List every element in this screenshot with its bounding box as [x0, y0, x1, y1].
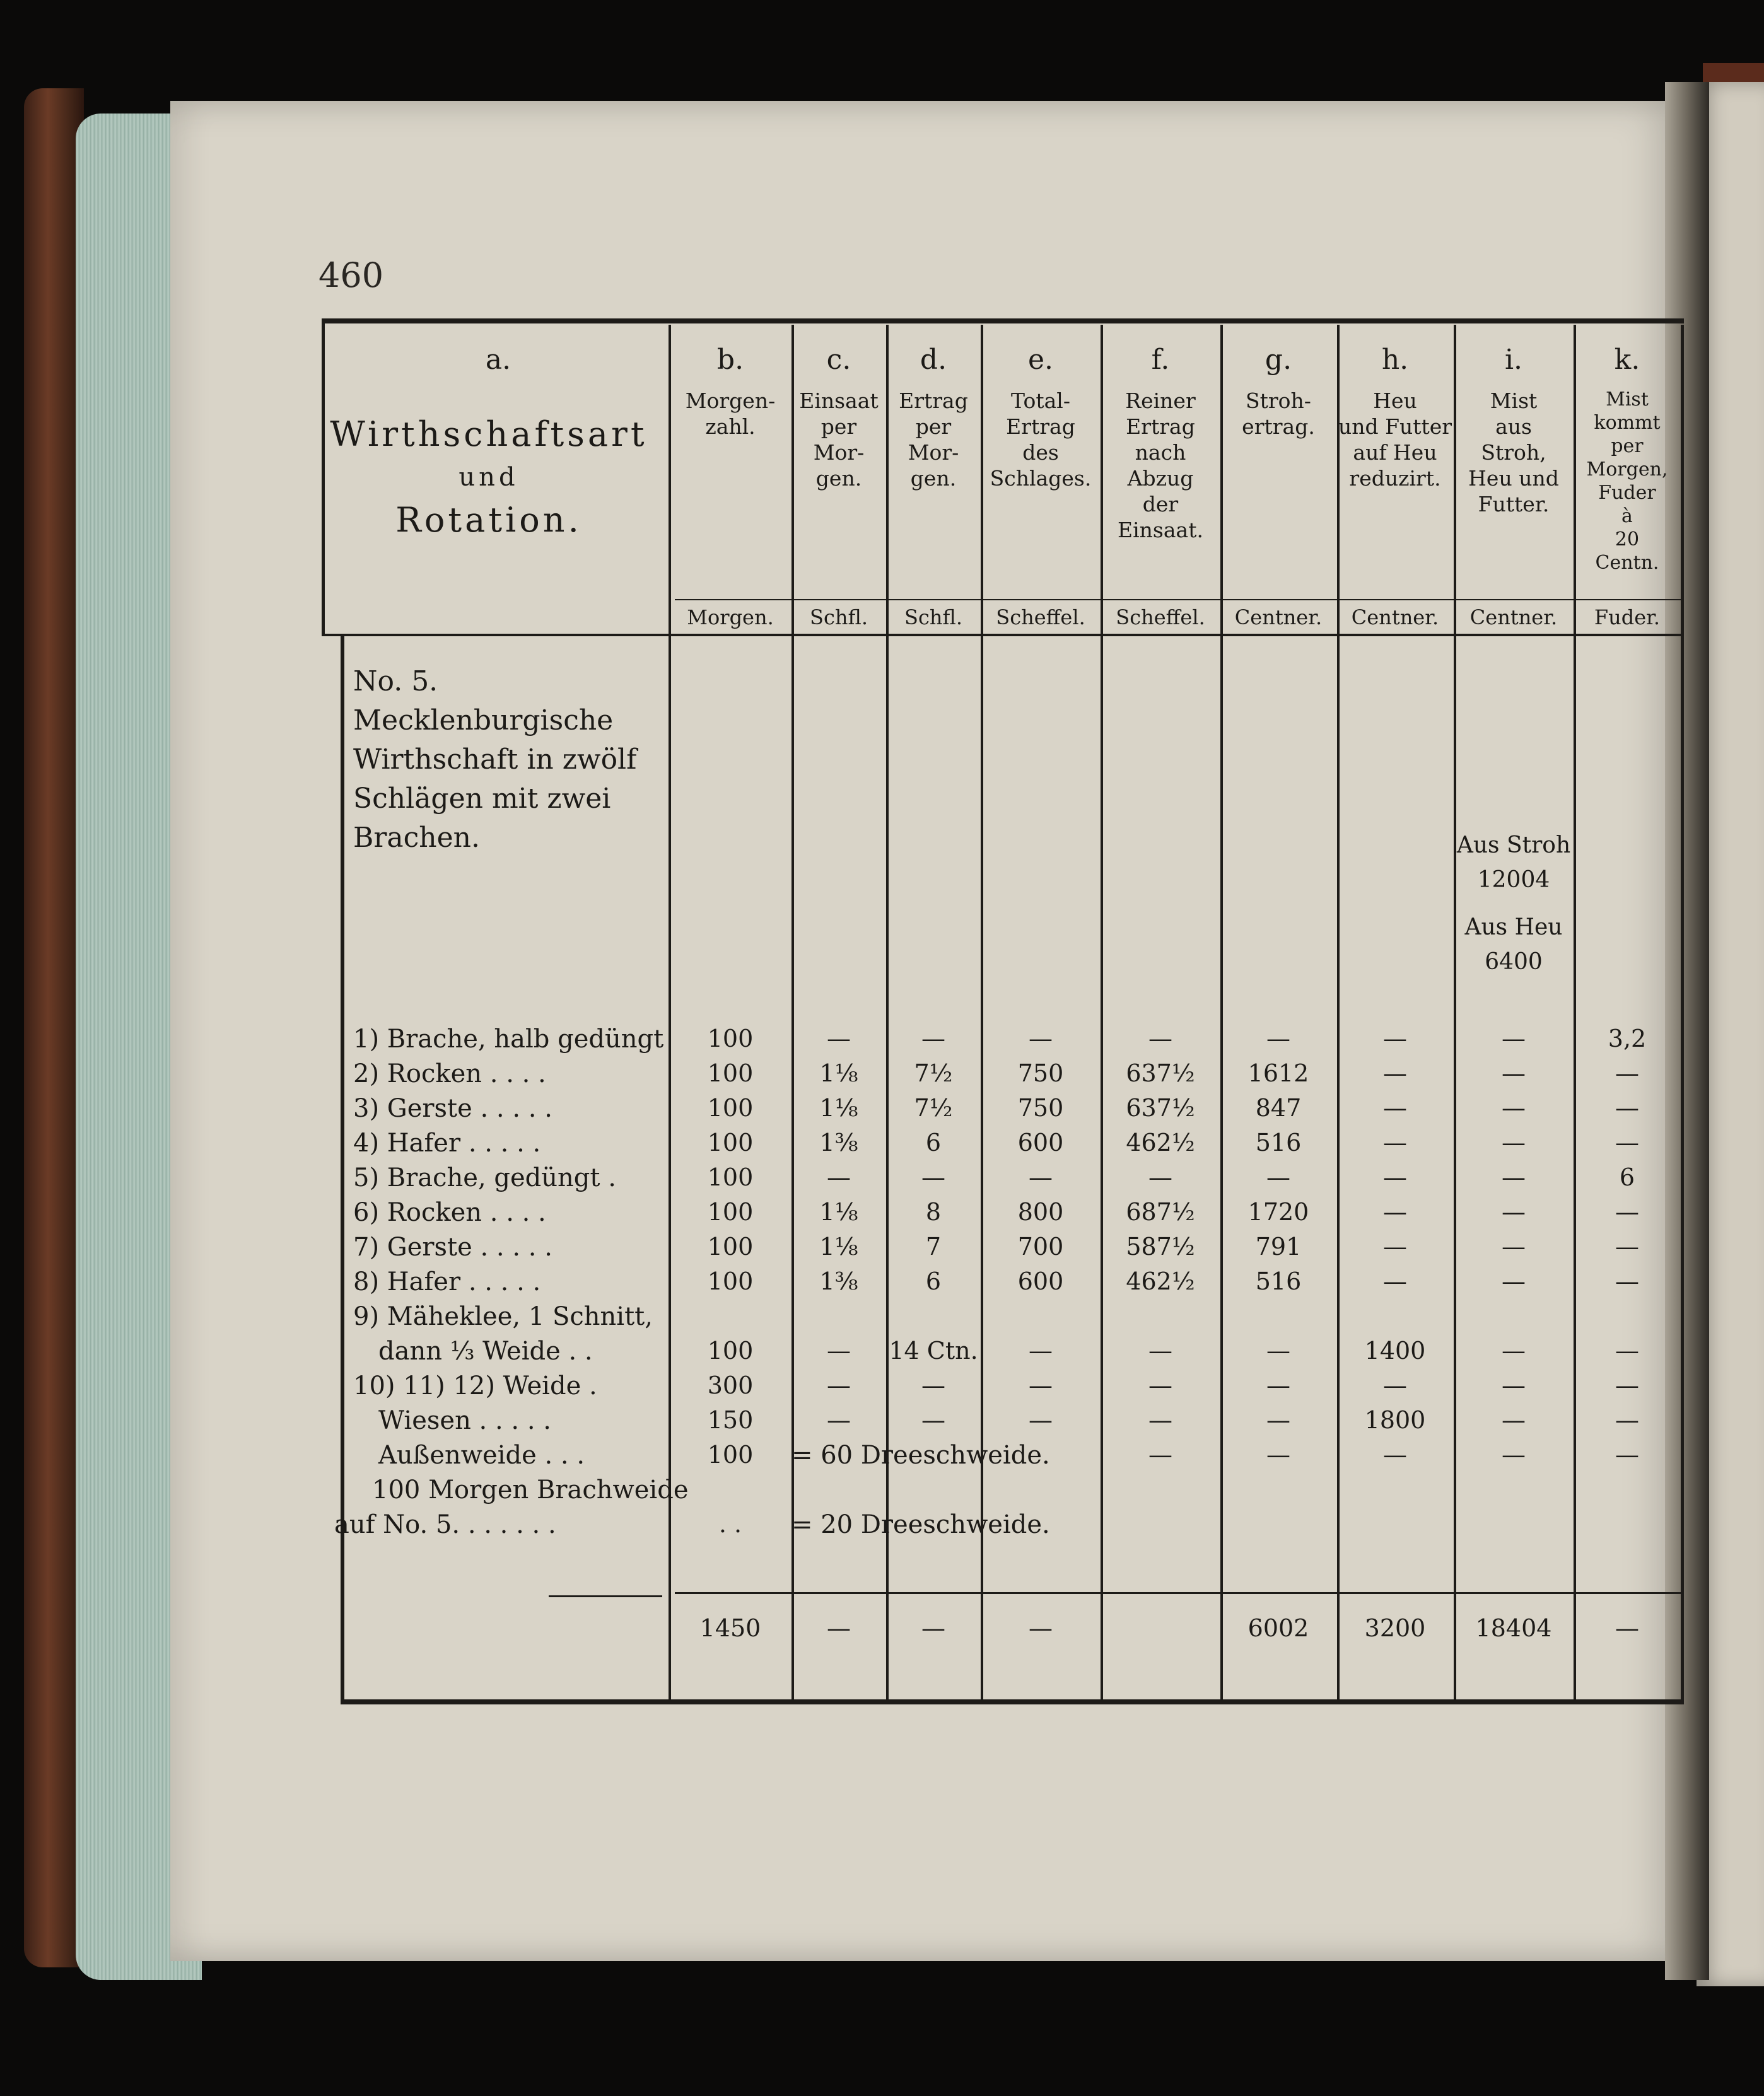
row-label: 9) Mäheklee, 1 Schnitt,: [353, 1302, 653, 1331]
cell-h: —: [1383, 1198, 1407, 1226]
cell-i: —: [1502, 1337, 1526, 1365]
table-row: [322, 1129, 1684, 1163]
cell-d: 6: [925, 1267, 942, 1295]
table-row: [322, 1371, 1684, 1406]
unit-k: Fuder.: [1594, 605, 1661, 629]
table-top-border: [322, 318, 1684, 323]
row-label: dann ⅓ Weide . .: [378, 1337, 593, 1366]
total-b: 1450: [699, 1614, 761, 1642]
column-head-e: Total- Ertrag des Schlages.: [990, 388, 1092, 491]
column-letter-i: i.: [1504, 344, 1523, 376]
cell-g: —: [1266, 1025, 1290, 1052]
cell-g: 516: [1255, 1267, 1302, 1295]
cell-d: —: [921, 1406, 945, 1434]
cell-c: 1⅛: [819, 1198, 858, 1226]
sum-rule: [549, 1595, 662, 1597]
cell-e: 600: [1017, 1267, 1064, 1295]
cell-e: 800: [1017, 1198, 1064, 1226]
cell-h: —: [1383, 1094, 1407, 1122]
cell-f: —: [1148, 1337, 1172, 1365]
cell-g: 1720: [1247, 1198, 1309, 1226]
column-letter-b: b.: [716, 344, 744, 376]
column-letter-h: h.: [1381, 344, 1409, 376]
cell-h: —: [1383, 1129, 1407, 1156]
unit-h: Centner.: [1351, 605, 1439, 629]
cell-i: —: [1502, 1025, 1526, 1052]
cell-b: 100: [707, 1233, 754, 1261]
cell-k: —: [1615, 1198, 1639, 1226]
column-head-b: Morgen- zahl.: [685, 388, 776, 439]
cell-g: 1612: [1247, 1059, 1309, 1087]
cell-g: —: [1266, 1441, 1290, 1469]
book-cover-left: [24, 88, 84, 1967]
total-i: 18404: [1475, 1614, 1552, 1642]
row-span-note: = 60 Dreeschweide.: [791, 1441, 1050, 1470]
cell-i: —: [1502, 1233, 1526, 1261]
cell-k: —: [1615, 1406, 1639, 1434]
note-aus-stroh-value: 12004: [1477, 867, 1550, 893]
cell-c: —: [827, 1371, 851, 1399]
cell-e: —: [1029, 1406, 1053, 1434]
cell-k: —: [1615, 1441, 1639, 1469]
cell-d: —: [921, 1371, 945, 1399]
unit-rule: [675, 599, 1681, 600]
cell-f: 687½: [1126, 1198, 1195, 1226]
row-label: 100 Morgen Brachweide: [372, 1476, 689, 1505]
cell-f: 637½: [1126, 1094, 1195, 1122]
column-head-d: Ertrag per Mor- gen.: [899, 388, 968, 491]
row-label: 6) Rocken . . . .: [353, 1198, 546, 1227]
cell-c: 1⅜: [819, 1267, 858, 1295]
row-label: 1) Brache, halb gedüngt: [353, 1025, 664, 1054]
unit-e: Scheffel.: [996, 605, 1085, 629]
column-letter-a: a.: [485, 344, 511, 376]
row-span-note: = 20 Dreeschweide.: [791, 1510, 1050, 1539]
cell-k: —: [1615, 1233, 1639, 1261]
cell-k: —: [1615, 1337, 1639, 1365]
column-head-h: Heu und Futter auf Heu reduzirt.: [1338, 388, 1452, 491]
cell-h: 1400: [1364, 1337, 1426, 1365]
row-label: Außenweide . . .: [378, 1441, 585, 1470]
row-label: 4) Hafer . . . . .: [353, 1129, 541, 1158]
column-letter-c: c.: [826, 344, 851, 376]
cell-i: —: [1502, 1198, 1526, 1226]
cell-i: —: [1502, 1129, 1526, 1156]
unit-b: Morgen.: [687, 605, 774, 629]
cell-b: 150: [707, 1406, 754, 1434]
column-letter-g: g.: [1265, 344, 1292, 376]
note-aus-heu-value: 6400: [1485, 949, 1543, 975]
column-head-i: Mist aus Stroh, Heu und Futter.: [1468, 388, 1559, 516]
cell-b: 300: [707, 1371, 754, 1399]
rotation-description: No. 5. Mecklenburgische Wirthschaft in zwölf Schlägen mit zwei Brachen.: [353, 665, 637, 854]
cell-f: —: [1148, 1441, 1172, 1469]
cell-b: 100: [707, 1129, 754, 1156]
table-row: [322, 1233, 1684, 1267]
cell-i: —: [1502, 1406, 1526, 1434]
table-row: [322, 1267, 1684, 1302]
cell-h: —: [1383, 1163, 1407, 1191]
column-head-g: Stroh- ertrag.: [1242, 388, 1315, 439]
table-bottom-border: [341, 1699, 1684, 1704]
cell-k: 6: [1619, 1163, 1635, 1191]
cell-k: —: [1615, 1371, 1639, 1399]
table-row: [322, 1406, 1684, 1441]
cell-b: 100: [707, 1441, 754, 1469]
cell-h: —: [1383, 1233, 1407, 1261]
table-row: [322, 1163, 1684, 1198]
cell-f: 462½: [1126, 1267, 1195, 1295]
row-label: 2) Rocken . . . .: [353, 1059, 546, 1088]
title-line-2: und: [459, 463, 519, 492]
cell-d: 6: [925, 1129, 942, 1156]
cell-b: 100: [707, 1059, 754, 1087]
table-row: [322, 1337, 1684, 1371]
cell-i: —: [1502, 1441, 1526, 1469]
row-label: 8) Hafer . . . . .: [353, 1267, 541, 1296]
cell-e: 700: [1017, 1233, 1064, 1261]
table-row: [322, 1441, 1684, 1476]
table-row: [322, 1510, 1684, 1545]
table-row: [322, 1025, 1684, 1059]
cell-e: —: [1029, 1163, 1053, 1191]
cell-k: —: [1615, 1129, 1639, 1156]
cell-d: —: [921, 1163, 945, 1191]
title-line-1: Wirthschaftsart: [330, 414, 648, 454]
cell-d: 7½: [914, 1094, 953, 1122]
table-row: [322, 1476, 1684, 1510]
title-line-3: Rotation.: [395, 500, 582, 540]
cell-e: —: [1029, 1025, 1053, 1052]
cell-g: —: [1266, 1337, 1290, 1365]
cell-f: —: [1148, 1025, 1172, 1052]
cell-g: 516: [1255, 1129, 1302, 1156]
cell-h: —: [1383, 1025, 1407, 1052]
row-label: 5) Brache, gedüngt .: [353, 1163, 616, 1192]
column-letter-d: d.: [920, 344, 947, 376]
row-label: 3) Gerste . . . . .: [353, 1094, 552, 1123]
cell-b: 100: [707, 1163, 754, 1191]
cell-h: —: [1383, 1059, 1407, 1087]
cell-b: 100: [707, 1094, 754, 1122]
cell-k: —: [1615, 1094, 1639, 1122]
row-label: 10) 11) 12) Weide .: [353, 1371, 597, 1400]
table-row: [322, 1094, 1684, 1129]
unit-d: Schfl.: [904, 605, 962, 629]
table-row: [322, 1302, 1684, 1337]
cell-i: —: [1502, 1267, 1526, 1295]
column-letter-k: k.: [1614, 344, 1640, 376]
cell-b: 100: [707, 1337, 754, 1365]
sum-rule: [675, 1592, 1681, 1594]
table-row: [322, 1059, 1684, 1094]
cell-b: 100: [707, 1025, 754, 1052]
page-number: 460: [318, 255, 384, 295]
note-aus-heu-label: Aus Heu: [1464, 914, 1563, 940]
column-letter-f: f.: [1151, 344, 1170, 376]
cell-c: 1⅜: [819, 1129, 858, 1156]
cell-i: —: [1502, 1163, 1526, 1191]
column-head-c: Einsaat per Mor- gen.: [799, 388, 879, 491]
note-aus-stroh-label: Aus Stroh: [1456, 832, 1571, 858]
cell-d: 7: [925, 1233, 942, 1261]
row-label: Wiesen . . . . .: [378, 1406, 551, 1435]
cell-c: —: [827, 1025, 851, 1052]
cell-f: 462½: [1126, 1129, 1195, 1156]
cell-c: —: [827, 1163, 851, 1191]
cell-f: —: [1148, 1163, 1172, 1191]
cell-g: 847: [1255, 1094, 1302, 1122]
cell-h: —: [1383, 1371, 1407, 1399]
cell-b: 100: [707, 1267, 754, 1295]
column-a-title: [322, 413, 656, 542]
cell-h: 1800: [1364, 1406, 1426, 1434]
rotation-table: [322, 318, 1684, 1706]
total-k: —: [1615, 1614, 1639, 1642]
cell-k: —: [1615, 1059, 1639, 1087]
cell-e: 600: [1017, 1129, 1064, 1156]
cell-d: 14 Ctn.: [889, 1337, 978, 1365]
cell-d: 8: [925, 1198, 942, 1226]
cell-c: —: [827, 1337, 851, 1365]
cell-c: 1⅛: [819, 1094, 858, 1122]
cell-e: —: [1029, 1337, 1053, 1365]
cell-c: 1⅛: [819, 1059, 858, 1087]
cell-h: —: [1383, 1441, 1407, 1469]
column-letter-e: e.: [1027, 344, 1054, 376]
cell-g: —: [1266, 1406, 1290, 1434]
cell-k: 3,2: [1608, 1025, 1647, 1052]
cell-f: —: [1148, 1406, 1172, 1434]
cell-d: 7½: [914, 1059, 953, 1087]
header-rule: [322, 634, 1684, 636]
cell-i: —: [1502, 1059, 1526, 1087]
unit-f: Scheffel.: [1116, 605, 1205, 629]
column-head-k: Mist kommt per Morgen, Fuder à 20 Centn.: [1586, 388, 1668, 574]
cell-f: 587½: [1126, 1233, 1195, 1261]
total-h: 3200: [1364, 1614, 1426, 1642]
cell-d: —: [921, 1025, 945, 1052]
cell-e: 750: [1017, 1059, 1064, 1087]
cell-g: —: [1266, 1163, 1290, 1191]
row-label: 7) Gerste . . . . .: [353, 1233, 552, 1262]
cell-f: —: [1148, 1371, 1172, 1399]
column-head-f: Reiner Ertrag nach Abzug der Einsaat.: [1118, 388, 1203, 542]
unit-i: Centner.: [1469, 605, 1558, 629]
cell-e: —: [1029, 1371, 1053, 1399]
total-e: —: [1029, 1614, 1053, 1642]
cell-i: —: [1502, 1371, 1526, 1399]
total-g: 6002: [1247, 1614, 1309, 1642]
total-d: —: [921, 1614, 945, 1642]
cell-h: —: [1383, 1267, 1407, 1295]
unit-g: Centner.: [1234, 605, 1323, 629]
cell-k: —: [1615, 1267, 1639, 1295]
cell-g: —: [1266, 1371, 1290, 1399]
cell-f: 637½: [1126, 1059, 1195, 1087]
cell-c: 1⅛: [819, 1233, 858, 1261]
cell-b: . .: [718, 1510, 742, 1538]
table-row: [322, 1198, 1684, 1233]
total-c: —: [827, 1614, 851, 1642]
unit-c: Schfl.: [810, 605, 868, 629]
cell-b: 100: [707, 1198, 754, 1226]
cell-g: 791: [1255, 1233, 1302, 1261]
cell-c: —: [827, 1406, 851, 1434]
row-label: auf No. 5. . . . . . .: [334, 1510, 556, 1539]
cell-e: 750: [1017, 1094, 1064, 1122]
cell-i: —: [1502, 1094, 1526, 1122]
